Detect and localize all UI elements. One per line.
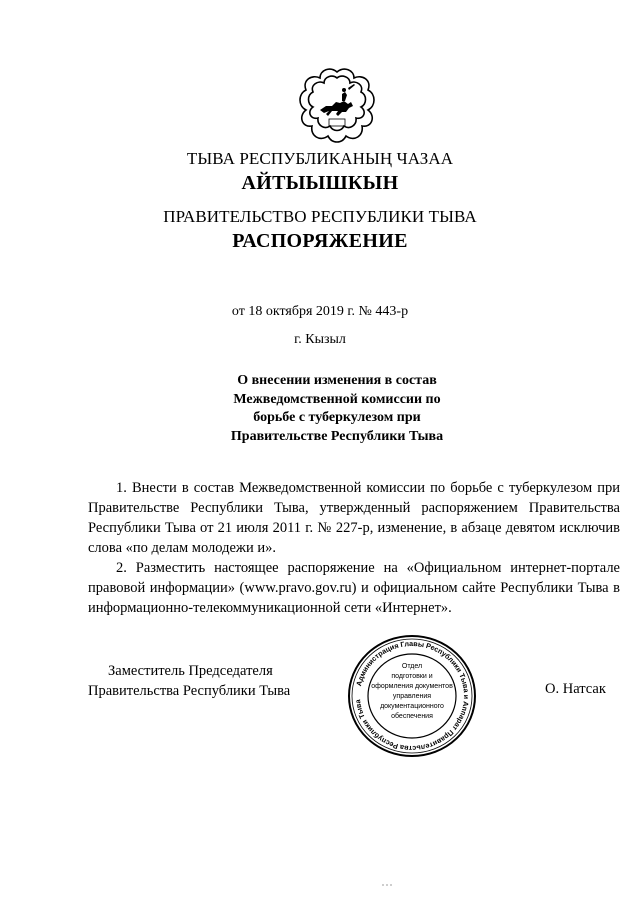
document-subject: [200, 372, 474, 446]
document-city: г. Кызыл: [294, 332, 346, 347]
signer-name: О. Натсак: [545, 681, 606, 697]
stamp-center-line: оформления документов: [371, 683, 453, 690]
official-stamp: [346, 633, 478, 759]
scan-speck: [381, 884, 393, 886]
document-body: [88, 478, 620, 618]
stamp-ring-text: Администрация Главы Республики Тыва и Аппарат Правительства Республики Тыва: [353, 638, 472, 754]
subject-line: Межведомственной комиссии по: [233, 391, 441, 407]
subject-line: борьбе с туберкулезом при: [253, 410, 421, 425]
header-order-title-tuvan: АЙТЫЫШКЫН: [241, 172, 399, 194]
paragraph-1: 1. Внести в состав Межведомственной комиссии по борьбе с туберкулезом при Правительстве Республики Тыва, утвержденный распоряжением Правительства Республики Тыва от 21 июля 2011 г. № 227-р, изменение, в абзаце девятом исключив слова «по делам молодежи и».: [88, 480, 620, 556]
stamp-center-line: подготовки и: [391, 673, 433, 680]
stamp-center-line: документационного: [380, 703, 444, 710]
signer-position: [88, 661, 308, 701]
stamp-center-line: обеспечения: [391, 713, 433, 720]
header-republic-government: ПРАВИТЕЛЬСТВО РЕСПУБЛИКИ ТЫВА: [163, 207, 477, 226]
header-order-title: РАСПОРЯЖЕНИЕ: [232, 230, 408, 252]
paragraph-2: 2. Разместить настоящее распоряжение на «Официальном интернет-портале правовой информации» (www.pravo.gov.ru) и официальном сайте Республики Тыва в информационно-телекоммуникационной сети «Интернет».: [88, 560, 620, 616]
tuva-emblem-icon: [296, 66, 378, 148]
subject-line: Правительстве Республики Тыва: [230, 428, 444, 444]
header-republic-government-tuvan: ТЫВА РЕСПУБЛИКАНЫҢ ЧАЗАА: [186, 149, 454, 168]
signer-position-line: Правительства Республики Тыва: [88, 683, 291, 699]
stamp-center-line: управления: [392, 693, 432, 700]
stamp-center-line: Отдел: [401, 663, 423, 670]
subject-line: О внесении изменения в состав: [237, 373, 437, 388]
document-date-number: от 18 октября 2019 г. № 443-р: [231, 304, 409, 319]
signer-position-line: Заместитель Председателя: [108, 663, 273, 679]
